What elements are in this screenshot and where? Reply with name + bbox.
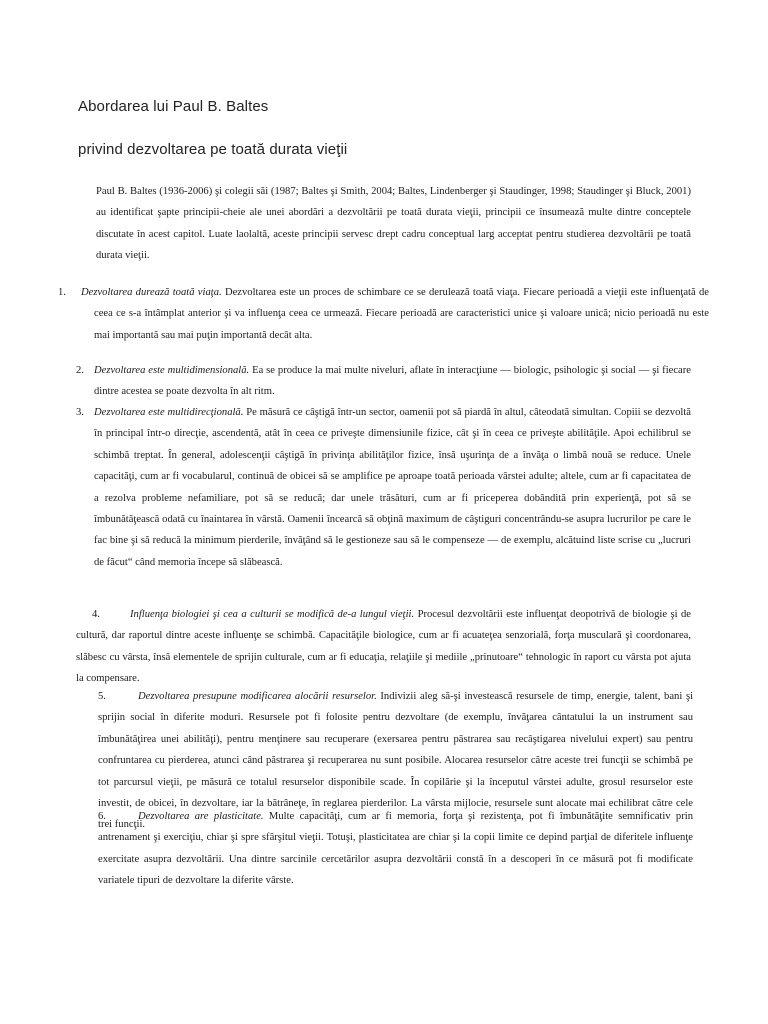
- principle-text: Ea se produce la mai multe niveluri, aflate în interacţiune — biologic, psihologic şi social — şi fiecare dintre acestea se poate dezvolta în alt ritm.: [94, 365, 691, 398]
- document-title: Abordarea lui Paul B. Baltes: [78, 98, 269, 115]
- principle-title: Dezvoltarea are plasticitate.: [138, 811, 264, 822]
- principle-body: [98, 806, 693, 892]
- principle-number: 5.: [98, 691, 106, 702]
- principle-number: 2.: [76, 365, 84, 376]
- principle-text: Multe capacităţi, cum ar fi memoria, forţa şi rezistenţa, pot fi îmbunătăţite semnificativ prin antrenament şi exerciţiu, chiar şi spre sfârşitul vieţii. Totuşi, plasticitatea are chiar şi la copii limite ce depind parţial de diferitele influenţe exercitate asupra dezvoltării. Una dintre sarcinile cercetărilor asupra dezvoltării constă în a descoperi în ce măsură pot fi modificate variatele tipuri de dezvoltare la diferite vârste.: [98, 811, 694, 887]
- principle-title: Dezvoltarea este multidimensională.: [94, 365, 250, 376]
- principle-title: Influenţa biologiei şi cea a culturii se modifică de-a lungul vieţii.: [130, 609, 415, 620]
- principle-body: [94, 360, 691, 403]
- principle-text: Procesul dezvoltării este influenţat deopotrivă de biologie şi de cultură, dar raportul dintre aceste influenţe se schimbă. Capacităţile biologice, cum ar fi acuateţea senzorială, forţa musculară şi coordonarea, slăbesc cu vârsta, însă elementele de sprijin culturale, cum ar fi educaţia, relaţiile şi mediile „prinutoare“ tehnologic în raport cu vârsta pot ajuta la compensare.: [76, 609, 691, 685]
- principle-title: Dezvoltarea este multidirecţională.: [94, 407, 244, 418]
- principle-number: 4.: [92, 609, 100, 620]
- principle-title: Dezvoltarea presupune modificarea alocării resurselor.: [138, 691, 377, 702]
- principle-text: Dezvoltarea este un proces de schimbare ce se derulează toată viaţa. Fiecare perioadă a vieţii este influenţată de ceea ce s-a întâmplat anterior şi va influenţa ceea ce urmează. Fiecare perioadă are caracteristici unice şi valoare unică; nicio perioadă nu este mai importantă sau mai puţin importantă decât alta.: [94, 287, 709, 341]
- principle-title: Dezvoltarea durează toată viaţa.: [81, 287, 222, 298]
- principle-body: [94, 402, 691, 573]
- principle-body: [58, 282, 709, 346]
- intro-paragraph: Paul B. Baltes (1936-2006) şi colegii săi (1987; Baltes şi Smith, 2004; Baltes, Lindenberger şi Staudinger, 1998; Staudinger şi Bluck, 2001) au identificat şapte principii-cheie ale unei abordări a dezvoltării pe toată durata vieţii, principii ce însumează multe dintre conceptele discutate în acest capitol. Luate laolaltă, aceste principii servesc drept cadru conceptual larg acceptat pentru studierea dezvoltării pe toată durata vieţii.: [96, 186, 691, 262]
- principle-number: 6.: [98, 811, 106, 822]
- principle-text: Indivizii aleg să-şi investească resursele de timp, energie, talent, bani şi sprijin social în diferite moduri. Resursele pot fi folosite pentru dezvoltare (de exemplu, învăţarea cântatului la un instrument sau îmbunătăţirea unei abilităţi), pentru menţinere sau recuperare (exersarea pentru păstrarea sau recâştigarea nivelului expert) sau pentru confruntarea cu pierderea, atunci când păstrarea şi recuperarea nu sunt posibile. Alocarea resurselor către aceste trei funcţii se schimbă pe tot parcursul vieţii, pe măsură ce totalul resurselor disponibile scade. În copilărie şi la începutul vârstei adulte, grosul resurselor este investit, de obicei, în dezvoltare, iar la bătrâneţe, în reglarea pierderilor. La vârsta mijlocie, resursele sunt alocate mai echilibrat către cele trei funcţii.: [98, 691, 694, 831]
- document-subtitle: privind dezvoltarea pe toată durata vieţii: [78, 141, 348, 158]
- principle-number: 3.: [76, 407, 84, 418]
- principle-number: 1.: [58, 287, 66, 298]
- principle-body: [76, 604, 691, 690]
- principle-text: Pe măsură ce câştigă într-un sector, oamenii pot să piardă în altul, câteodată simultan. Copiii se dezvoltă în principal într-o direcţie, ascendentă, atât în ceea ce priveşte dimensiunile fizice, cât şi în ceea ce priveşte abilităţile. Apoi echilibrul se schimbă treptat. În general, adolescenţii câştigă în privinţa abilităţilor fizice, însă uşurinţa de a învăţa o limbă nouă se reduce. Unele capacităţi, cum ar fi vocabularul, continuă de obicei să se amplifice pe aproape toată perioada vârstei adulte; altele, cum ar fi capacitatea de a rezolva probleme nefamiliare, pot să se reducă; dar unele trăsături, cum ar fi priceperea dobândită prin experienţă, pot să se îmbunătăţească odată cu înaintarea în vârstă. Oamenii încearcă să obţină maximum de câştiguri concentrându-se asupra lucrurilor pe care le fac bine şi să reducă la minimum pierderile, învăţând să le gestioneze sau să le compenseze — de exemplu, alcătuind liste scrise cu „lucruri de făcut“ când memoria începe să slăbească.: [94, 407, 691, 568]
